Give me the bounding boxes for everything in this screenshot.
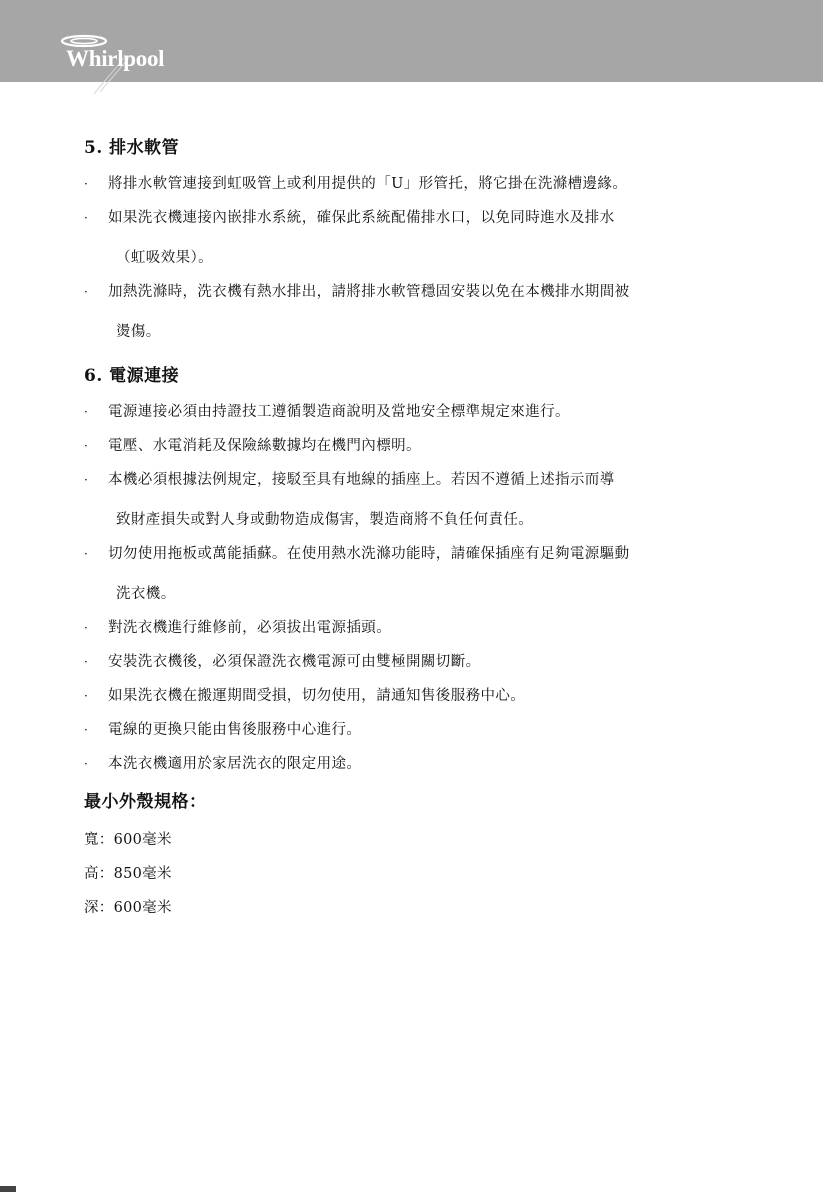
bullet-icon: · <box>84 285 89 299</box>
list-item <box>84 747 764 781</box>
bullet-icon: · <box>84 655 89 669</box>
list-item <box>84 537 764 611</box>
list-item <box>84 713 764 747</box>
list-item <box>84 463 764 537</box>
specs-heading: 最小外殼規格： <box>84 792 207 812</box>
list-item <box>84 167 764 201</box>
section-5-list <box>84 167 764 349</box>
list-item-text: 電壓、水電消耗及保險絲數據均在機門內標明。 <box>108 438 421 454</box>
list-item-text: 對洗衣機進行維修前，必須拔出電源插頭。 <box>108 620 392 636</box>
list-item-text-continued: 致財產損失或對人身或動物造成傷害，製造商將不負任何責任。 <box>116 512 534 528</box>
list-item-text: 切勿使用拖板或萬能插蘇。在使用熱水洗滌功能時，請確保插座有足夠電源驅動 <box>108 546 630 562</box>
spec-depth: 深：600毫米 <box>84 900 172 916</box>
list-item <box>84 201 764 275</box>
bullet-icon: · <box>84 405 89 419</box>
list-item-text-continued: 燙傷。 <box>116 324 161 340</box>
whirlpool-logo <box>52 28 202 98</box>
section-5-heading: 5. 排水軟管 <box>84 138 180 158</box>
bullet-icon: · <box>84 723 89 737</box>
logo-text: Whirlpool <box>66 46 165 71</box>
list-item-text: 電源連接必須由持證技工遵循製造商說明及當地安全標準規定來進行。 <box>108 404 570 420</box>
list-item-text: 本洗衣機適用於家居洗衣的限定用途。 <box>108 756 362 772</box>
list-item-text: 電線的更換只能由售後服務中心進行。 <box>108 722 362 738</box>
list-item-text: 安裝洗衣機後，必須保證洗衣機電源可由雙極開關切斷。 <box>108 654 481 670</box>
page-content <box>84 133 764 925</box>
section-6-list <box>84 395 764 781</box>
bullet-icon: · <box>84 439 89 453</box>
list-item-text-continued: 洗衣機。 <box>116 586 176 602</box>
list-item <box>84 611 764 645</box>
list-item-text: 本機必須根據法例規定，接駁至具有地線的插座上。若因不遵循上述指示而導 <box>108 472 615 488</box>
bullet-icon: · <box>84 757 89 771</box>
bullet-icon: · <box>84 547 89 561</box>
list-item-text: 如果洗衣機在搬運期間受損，切勿使用，請通知售後服務中心。 <box>108 688 526 704</box>
list-item <box>84 645 764 679</box>
list-item-text: 將排水軟管連接到虹吸管上或利用提供的「U」形管托，將它掛在洗滌槽邊緣。 <box>108 176 628 192</box>
list-item <box>84 429 764 463</box>
list-item <box>84 275 764 349</box>
bullet-icon: · <box>84 621 89 635</box>
list-item <box>84 679 764 713</box>
list-item-text: 如果洗衣機連接內嵌排水系統，確保此系統配備排水口，以免同時進水及排水 <box>108 210 615 226</box>
bullet-icon: · <box>84 211 89 225</box>
section-6-heading: 6. 電源連接 <box>84 366 180 386</box>
spec-width: 寬：600毫米 <box>84 832 172 848</box>
list-item <box>84 395 764 429</box>
list-item-text: 加熱洗滌時，洗衣機有熱水排出，請將排水軟管穩固安裝以免在本機排水期間被 <box>108 284 630 300</box>
bullet-icon: · <box>84 177 89 191</box>
page-corner-mark <box>0 1186 40 1192</box>
bullet-icon: · <box>84 689 89 703</box>
bullet-icon: · <box>84 473 89 487</box>
spec-height: 高：850毫米 <box>84 866 172 882</box>
list-item-text-continued: （虹吸效果）。 <box>116 250 214 266</box>
